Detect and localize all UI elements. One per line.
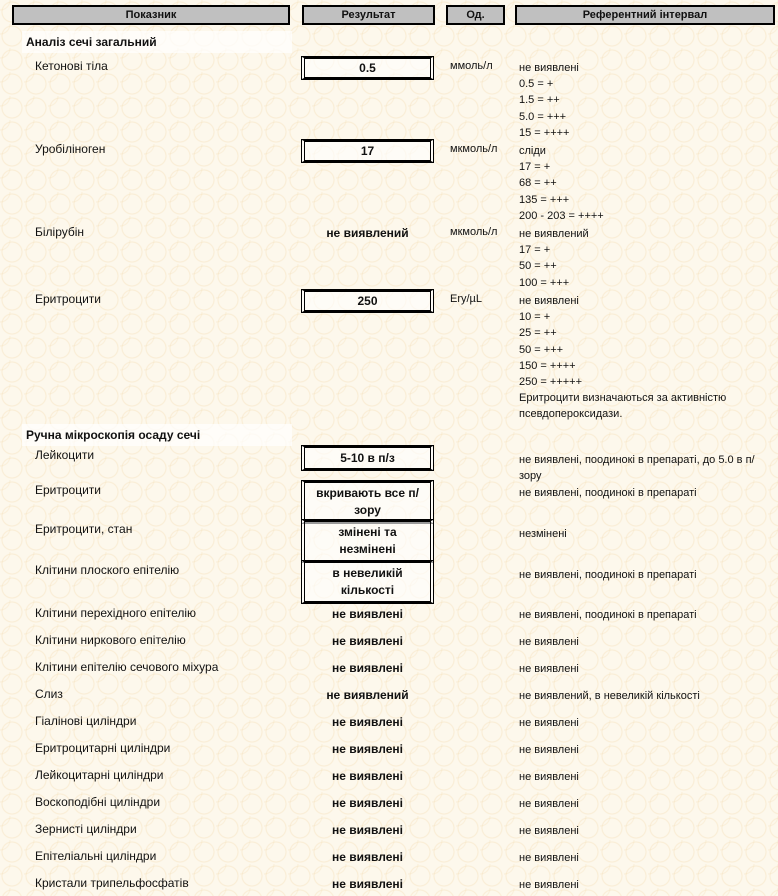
reference-interval bbox=[519, 796, 769, 812]
reference-line: не виявлені, поодинокі в препараті, до 5.0 в п/зору bbox=[519, 454, 755, 483]
indicator-name: Слиз bbox=[35, 687, 63, 701]
reference-line: 0.5 = + bbox=[519, 78, 554, 91]
reference-line: не виявлені, поодинокі в препараті bbox=[519, 487, 697, 499]
header-indicator: Показник bbox=[12, 5, 290, 25]
unit-value: мкмоль/л bbox=[450, 143, 498, 155]
indicator-name: Клітини перехідного епітелію bbox=[35, 606, 197, 620]
reference-interval bbox=[519, 485, 769, 501]
reference-line: не виявлені, поодинокі в препараті bbox=[519, 569, 697, 581]
indicator-name: Білірубін bbox=[35, 225, 85, 239]
section-title: Аналіз сечі загальний bbox=[22, 31, 292, 53]
reference-line: не виявлені bbox=[519, 636, 579, 648]
indicator-name: Клітини плоского епітелію bbox=[35, 563, 180, 577]
indicator-name: Еритроцити bbox=[35, 483, 101, 497]
reference-interval bbox=[519, 293, 769, 423]
reference-line: 50 = ++ bbox=[519, 260, 557, 273]
reference-line: 15 = ++++ bbox=[519, 126, 570, 139]
reference-interval bbox=[519, 526, 769, 542]
result-value: не виявлені bbox=[332, 634, 403, 648]
reference-line: не виявлені bbox=[519, 798, 579, 810]
reference-line: не виявлені, поодинокі в препараті bbox=[519, 609, 697, 621]
indicator-name: Клітини ниркового епітелію bbox=[35, 633, 186, 647]
reference-line: 200 - 203 = ++++ bbox=[519, 209, 604, 222]
reference-line: 135 = +++ bbox=[519, 193, 570, 206]
reference-line: не виявлені bbox=[519, 744, 579, 756]
reference-line: 10 = + bbox=[519, 311, 551, 324]
unit-value: мкмоль/л bbox=[450, 226, 498, 238]
reference-interval bbox=[519, 688, 769, 704]
reference-line: сліди bbox=[519, 145, 546, 157]
reference-line: не виявлені bbox=[519, 62, 579, 74]
reference-line: Еритроцити визначаються за активністю псевдопероксидази. bbox=[519, 392, 727, 421]
reference-line: 100 = +++ bbox=[519, 276, 570, 289]
result-value-box: в невеликій кількості bbox=[301, 560, 434, 604]
result-value: не виявлені bbox=[332, 607, 403, 621]
reference-line: не виявлені bbox=[519, 771, 579, 783]
reference-interval bbox=[519, 634, 769, 650]
reference-line: 17 = + bbox=[519, 244, 551, 257]
result-value-box: 250 bbox=[301, 289, 434, 313]
reference-interval bbox=[519, 715, 769, 731]
indicator-name: Уробіліноген bbox=[35, 142, 106, 156]
indicator-name: Кетонові тіла bbox=[35, 59, 108, 73]
indicator-name: Зернисті циліндри bbox=[35, 822, 137, 836]
reference-interval bbox=[519, 742, 769, 758]
reference-interval bbox=[519, 877, 769, 893]
unit-value: Ery/µL bbox=[450, 293, 483, 305]
reference-interval bbox=[519, 607, 769, 623]
indicator-name: Лейкоцитарні циліндри bbox=[35, 768, 164, 782]
result-value: не виявлені bbox=[332, 823, 403, 837]
unit-value: ммоль/л bbox=[450, 60, 493, 72]
reference-interval bbox=[519, 661, 769, 677]
reference-line: 50 = +++ bbox=[519, 343, 564, 356]
result-value: не виявлені bbox=[332, 715, 403, 729]
result-value-box: 5-10 в п/з bbox=[301, 445, 434, 471]
reference-line: не виявлені bbox=[519, 295, 579, 307]
result-value: не виявлені bbox=[332, 769, 403, 783]
reference-interval bbox=[519, 452, 769, 484]
header-unit: Од. bbox=[446, 5, 505, 25]
reference-line: 1.5 = ++ bbox=[519, 94, 560, 107]
result-value: не виявлені bbox=[332, 742, 403, 756]
result-value-box: 17 bbox=[301, 139, 434, 163]
reference-line: 17 = + bbox=[519, 161, 551, 174]
reference-line: не виявлені bbox=[519, 879, 579, 891]
header-reference: Референтний інтервал bbox=[515, 5, 775, 25]
reference-interval bbox=[519, 850, 769, 866]
reference-line: 150 = ++++ bbox=[519, 359, 576, 372]
result-value: не виявлені bbox=[332, 661, 403, 675]
indicator-name: Епітеліальні циліндри bbox=[35, 849, 157, 863]
result-value: не виявлені bbox=[332, 850, 403, 864]
reference-interval bbox=[519, 143, 769, 224]
result-value: не виявлені bbox=[332, 877, 403, 891]
indicator-name: Гіалінові циліндри bbox=[35, 714, 137, 728]
reference-interval bbox=[519, 769, 769, 785]
indicator-name: Еритроцити bbox=[35, 292, 101, 306]
reference-line: не виявлений, в невеликій кількості bbox=[519, 690, 700, 702]
indicator-name: Воскоподібні циліндри bbox=[35, 795, 161, 809]
indicator-name: Лейкоцити bbox=[35, 448, 95, 462]
reference-interval bbox=[519, 226, 769, 291]
result-value: не виявлені bbox=[332, 796, 403, 810]
result-value: не виявлений bbox=[326, 688, 409, 702]
reference-line: не виявлені bbox=[519, 825, 579, 837]
reference-line: не виявлені bbox=[519, 717, 579, 729]
indicator-name: Еритроцити, стан bbox=[35, 522, 133, 536]
reference-line: не виявлений bbox=[519, 228, 589, 240]
indicator-name: Клітини епітелію сечового міхура bbox=[35, 660, 219, 674]
reference-interval bbox=[519, 60, 769, 141]
reference-line: 5.0 = +++ bbox=[519, 110, 567, 123]
indicator-name: Еритроцитарні циліндри bbox=[35, 741, 171, 755]
reference-line: 68 = ++ bbox=[519, 177, 557, 190]
result-value-box: вкривають все п/зору bbox=[301, 480, 434, 524]
header-result: Результат bbox=[302, 5, 435, 25]
reference-line: 25 = ++ bbox=[519, 327, 557, 340]
indicator-name: Кристали трипельфосфатів bbox=[35, 876, 189, 890]
reference-interval bbox=[519, 823, 769, 839]
reference-interval bbox=[519, 567, 769, 583]
result-value-box: 0.5 bbox=[301, 56, 434, 80]
section-title: Ручна мікроскопія осаду сечі bbox=[22, 424, 292, 446]
reference-line: не виявлені bbox=[519, 852, 579, 864]
reference-line: незмінені bbox=[519, 528, 567, 540]
reference-line: 250 = +++++ bbox=[519, 376, 583, 389]
result-value-box: змінені та незмінені bbox=[301, 519, 434, 563]
result-value: не виявлений bbox=[326, 226, 409, 240]
reference-line: не виявлені bbox=[519, 663, 579, 675]
